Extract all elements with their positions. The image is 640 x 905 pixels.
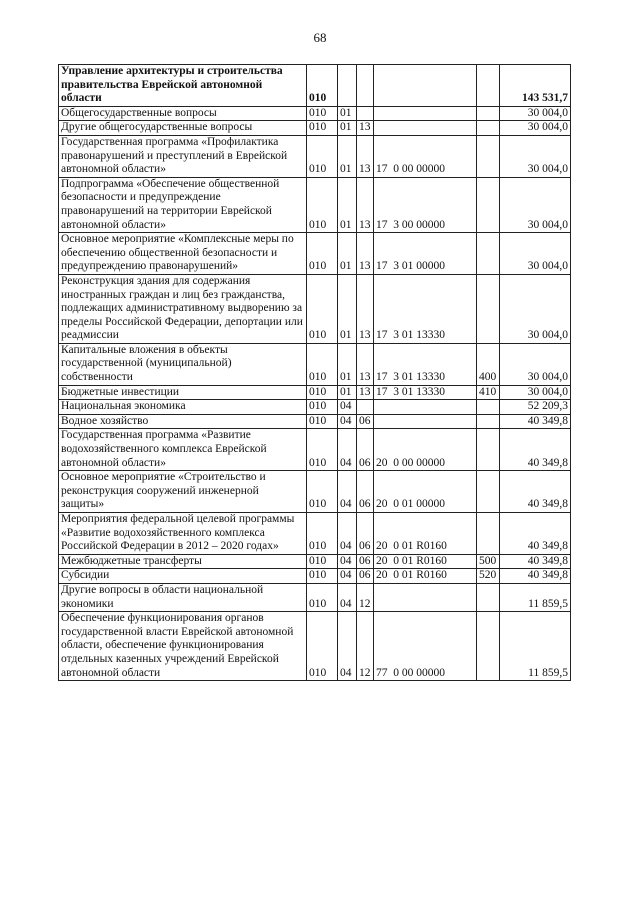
row-subsection-cell: 12 bbox=[357, 612, 374, 681]
row-sum-cell: 11 859,5 bbox=[500, 583, 571, 611]
row-ved-cell: 010 bbox=[307, 569, 338, 584]
row-subsection-cell: 06 bbox=[357, 569, 374, 584]
row-target-article-cell: 20 0 01 R0160 bbox=[374, 513, 477, 555]
table-row bbox=[59, 343, 571, 385]
row-sum-cell: 40 349,8 bbox=[500, 429, 571, 471]
table-row bbox=[59, 106, 571, 121]
row-section-cell: 04 bbox=[338, 414, 357, 429]
row-target-article-cell: 77 0 00 00000 bbox=[374, 612, 477, 681]
row-expense-type-cell: 400 bbox=[477, 343, 500, 385]
row-target-article-cell bbox=[374, 121, 477, 136]
row-expense-type-cell bbox=[477, 429, 500, 471]
row-expense-type-cell bbox=[477, 106, 500, 121]
table-row bbox=[59, 135, 571, 177]
row-sum-cell: 52 209,3 bbox=[500, 400, 571, 415]
table-row bbox=[59, 583, 571, 611]
row-ved-cell: 010 bbox=[307, 414, 338, 429]
row-subsection-cell: 13 bbox=[357, 343, 374, 385]
row-name-cell: Государственная программа «Профилактика правонарушений и преступлений в Еврейской автономной области» bbox=[59, 135, 307, 177]
row-target-article-cell bbox=[374, 65, 477, 107]
row-ved-cell: 010 bbox=[307, 65, 338, 107]
row-name-cell: Подпрограмма «Обеспечение общественной безопасности и предупреждение правонарушений на территории Еврейской автономной области» bbox=[59, 177, 307, 232]
row-section-cell: 01 bbox=[338, 177, 357, 232]
row-section-cell: 01 bbox=[338, 121, 357, 136]
budget-table-body bbox=[59, 65, 571, 681]
row-expense-type-cell bbox=[477, 471, 500, 513]
row-name-cell: Другие общегосударственные вопросы bbox=[59, 121, 307, 136]
row-ved-cell: 010 bbox=[307, 177, 338, 232]
table-row bbox=[59, 400, 571, 415]
row-section-cell: 04 bbox=[338, 471, 357, 513]
row-target-article-cell bbox=[374, 583, 477, 611]
row-expense-type-cell bbox=[477, 121, 500, 136]
row-ved-cell: 010 bbox=[307, 121, 338, 136]
row-target-article-cell: 17 3 01 13330 bbox=[374, 343, 477, 385]
table-row bbox=[59, 471, 571, 513]
row-sum-cell: 30 004,0 bbox=[500, 177, 571, 232]
row-subsection-cell bbox=[357, 400, 374, 415]
row-subsection-cell bbox=[357, 65, 374, 107]
row-target-article-cell: 17 0 00 00000 bbox=[374, 135, 477, 177]
row-section-cell: 01 bbox=[338, 274, 357, 343]
row-sum-cell: 30 004,0 bbox=[500, 274, 571, 343]
table-row bbox=[59, 429, 571, 471]
row-expense-type-cell: 500 bbox=[477, 554, 500, 569]
row-ved-cell: 010 bbox=[307, 471, 338, 513]
table-row bbox=[59, 554, 571, 569]
row-ved-cell: 010 bbox=[307, 385, 338, 400]
row-name-cell: Бюджетные инвестиции bbox=[59, 385, 307, 400]
row-section-cell bbox=[338, 65, 357, 107]
row-sum-cell: 40 349,8 bbox=[500, 414, 571, 429]
row-expense-type-cell bbox=[477, 177, 500, 232]
row-ved-cell: 010 bbox=[307, 343, 338, 385]
row-section-cell: 01 bbox=[338, 343, 357, 385]
row-subsection-cell: 13 bbox=[357, 233, 374, 275]
row-target-article-cell: 20 0 01 00000 bbox=[374, 471, 477, 513]
row-target-article-cell: 17 3 00 00000 bbox=[374, 177, 477, 232]
row-sum-cell: 40 349,8 bbox=[500, 569, 571, 584]
row-subsection-cell: 06 bbox=[357, 513, 374, 555]
row-subsection-cell: 06 bbox=[357, 554, 374, 569]
row-subsection-cell: 13 bbox=[357, 177, 374, 232]
row-name-cell: Общегосударственные вопросы bbox=[59, 106, 307, 121]
row-subsection-cell bbox=[357, 106, 374, 121]
row-section-cell: 01 bbox=[338, 385, 357, 400]
row-ved-cell: 010 bbox=[307, 400, 338, 415]
row-expense-type-cell bbox=[477, 65, 500, 107]
row-target-article-cell bbox=[374, 414, 477, 429]
row-sum-cell: 30 004,0 bbox=[500, 385, 571, 400]
row-expense-type-cell bbox=[477, 414, 500, 429]
row-name-cell: Межбюджетные трансферты bbox=[59, 554, 307, 569]
row-section-cell: 04 bbox=[338, 554, 357, 569]
row-subsection-cell: 13 bbox=[357, 135, 374, 177]
row-expense-type-cell bbox=[477, 233, 500, 275]
row-expense-type-cell bbox=[477, 135, 500, 177]
row-subsection-cell: 13 bbox=[357, 385, 374, 400]
table-row bbox=[59, 612, 571, 681]
row-ved-cell: 010 bbox=[307, 554, 338, 569]
row-name-cell: Водное хозяйство bbox=[59, 414, 307, 429]
row-name-cell: Другие вопросы в области национальной экономики bbox=[59, 583, 307, 611]
table-row bbox=[59, 569, 571, 584]
row-sum-cell: 40 349,8 bbox=[500, 513, 571, 555]
row-subsection-cell: 13 bbox=[357, 274, 374, 343]
row-name-cell: Национальная экономика bbox=[59, 400, 307, 415]
table-row bbox=[59, 385, 571, 400]
row-section-cell: 04 bbox=[338, 612, 357, 681]
table-row bbox=[59, 233, 571, 275]
row-target-article-cell: 17 3 01 13330 bbox=[374, 274, 477, 343]
row-ved-cell: 010 bbox=[307, 106, 338, 121]
row-sum-cell: 11 859,5 bbox=[500, 612, 571, 681]
table-row bbox=[59, 177, 571, 232]
row-section-cell: 01 bbox=[338, 233, 357, 275]
row-name-cell: Обеспечение функционирования органов государственной власти Еврейской автономной области, обеспечение функционирования отдельных казенных учреждений Еврейской автономной области bbox=[59, 612, 307, 681]
row-name-cell: Мероприятия федеральной целевой программы «Развитие водохозяйственного комплекса Российской Федерации в 2012 – 2020 годах» bbox=[59, 513, 307, 555]
row-target-article-cell: 20 0 01 R0160 bbox=[374, 569, 477, 584]
row-subsection-cell: 12 bbox=[357, 583, 374, 611]
row-sum-cell: 30 004,0 bbox=[500, 343, 571, 385]
table-row bbox=[59, 513, 571, 555]
page-number: 68 bbox=[313, 30, 327, 45]
table-row bbox=[59, 121, 571, 136]
row-section-cell: 04 bbox=[338, 429, 357, 471]
row-subsection-cell: 06 bbox=[357, 414, 374, 429]
row-sum-cell: 40 349,8 bbox=[500, 471, 571, 513]
row-section-cell: 01 bbox=[338, 106, 357, 121]
row-sum-cell: 30 004,0 bbox=[500, 121, 571, 136]
row-target-article-cell bbox=[374, 106, 477, 121]
row-sum-cell: 30 004,0 bbox=[500, 135, 571, 177]
row-ved-cell: 010 bbox=[307, 612, 338, 681]
row-subsection-cell: 06 bbox=[357, 429, 374, 471]
row-subsection-cell: 06 bbox=[357, 471, 374, 513]
row-subsection-cell: 13 bbox=[357, 121, 374, 136]
row-expense-type-cell bbox=[477, 274, 500, 343]
row-sum-cell: 30 004,0 bbox=[500, 233, 571, 275]
row-ved-cell: 010 bbox=[307, 513, 338, 555]
row-name-cell: Государственная программа «Развитие водохозяйственного комплекса Еврейской автономной области» bbox=[59, 429, 307, 471]
row-expense-type-cell: 410 bbox=[477, 385, 500, 400]
row-ved-cell: 010 bbox=[307, 429, 338, 471]
row-name-cell: Субсидии bbox=[59, 569, 307, 584]
row-target-article-cell: 17 3 01 00000 bbox=[374, 233, 477, 275]
row-name-cell: Реконструкция здания для содержания иностранных граждан и лиц без гражданства, подлежащих административному выдворению за пределы Российской Федерации, депортации или реадмиссии bbox=[59, 274, 307, 343]
row-name-cell: Основное мероприятие «Комплексные меры по обеспечению общественной безопасности и предупреждению правонарушений» bbox=[59, 233, 307, 275]
row-target-article-cell bbox=[374, 400, 477, 415]
row-expense-type-cell bbox=[477, 400, 500, 415]
row-sum-cell: 40 349,8 bbox=[500, 554, 571, 569]
row-ved-cell: 010 bbox=[307, 583, 338, 611]
row-ved-cell: 010 bbox=[307, 274, 338, 343]
row-expense-type-cell: 520 bbox=[477, 569, 500, 584]
row-sum-cell: 143 531,7 bbox=[500, 65, 571, 107]
row-target-article-cell: 20 0 00 00000 bbox=[374, 429, 477, 471]
row-target-article-cell: 17 3 01 13330 bbox=[374, 385, 477, 400]
row-name-cell: Управление архитектуры и строительства правительства Еврейской автономной области bbox=[59, 65, 307, 107]
budget-table bbox=[58, 64, 571, 681]
row-ved-cell: 010 bbox=[307, 233, 338, 275]
table-row bbox=[59, 274, 571, 343]
row-section-cell: 04 bbox=[338, 513, 357, 555]
row-name-cell: Основное мероприятие «Строительство и реконструкция сооружений инженерной защиты» bbox=[59, 471, 307, 513]
row-target-article-cell: 20 0 01 R0160 bbox=[374, 554, 477, 569]
row-ved-cell: 010 bbox=[307, 135, 338, 177]
table-row bbox=[59, 65, 571, 107]
row-section-cell: 04 bbox=[338, 569, 357, 584]
row-expense-type-cell bbox=[477, 513, 500, 555]
row-expense-type-cell bbox=[477, 583, 500, 611]
row-section-cell: 04 bbox=[338, 400, 357, 415]
row-section-cell: 01 bbox=[338, 135, 357, 177]
row-expense-type-cell bbox=[477, 612, 500, 681]
row-sum-cell: 30 004,0 bbox=[500, 106, 571, 121]
row-section-cell: 04 bbox=[338, 583, 357, 611]
row-name-cell: Капитальные вложения в объекты государственной (муниципальной) собственности bbox=[59, 343, 307, 385]
table-row bbox=[59, 414, 571, 429]
